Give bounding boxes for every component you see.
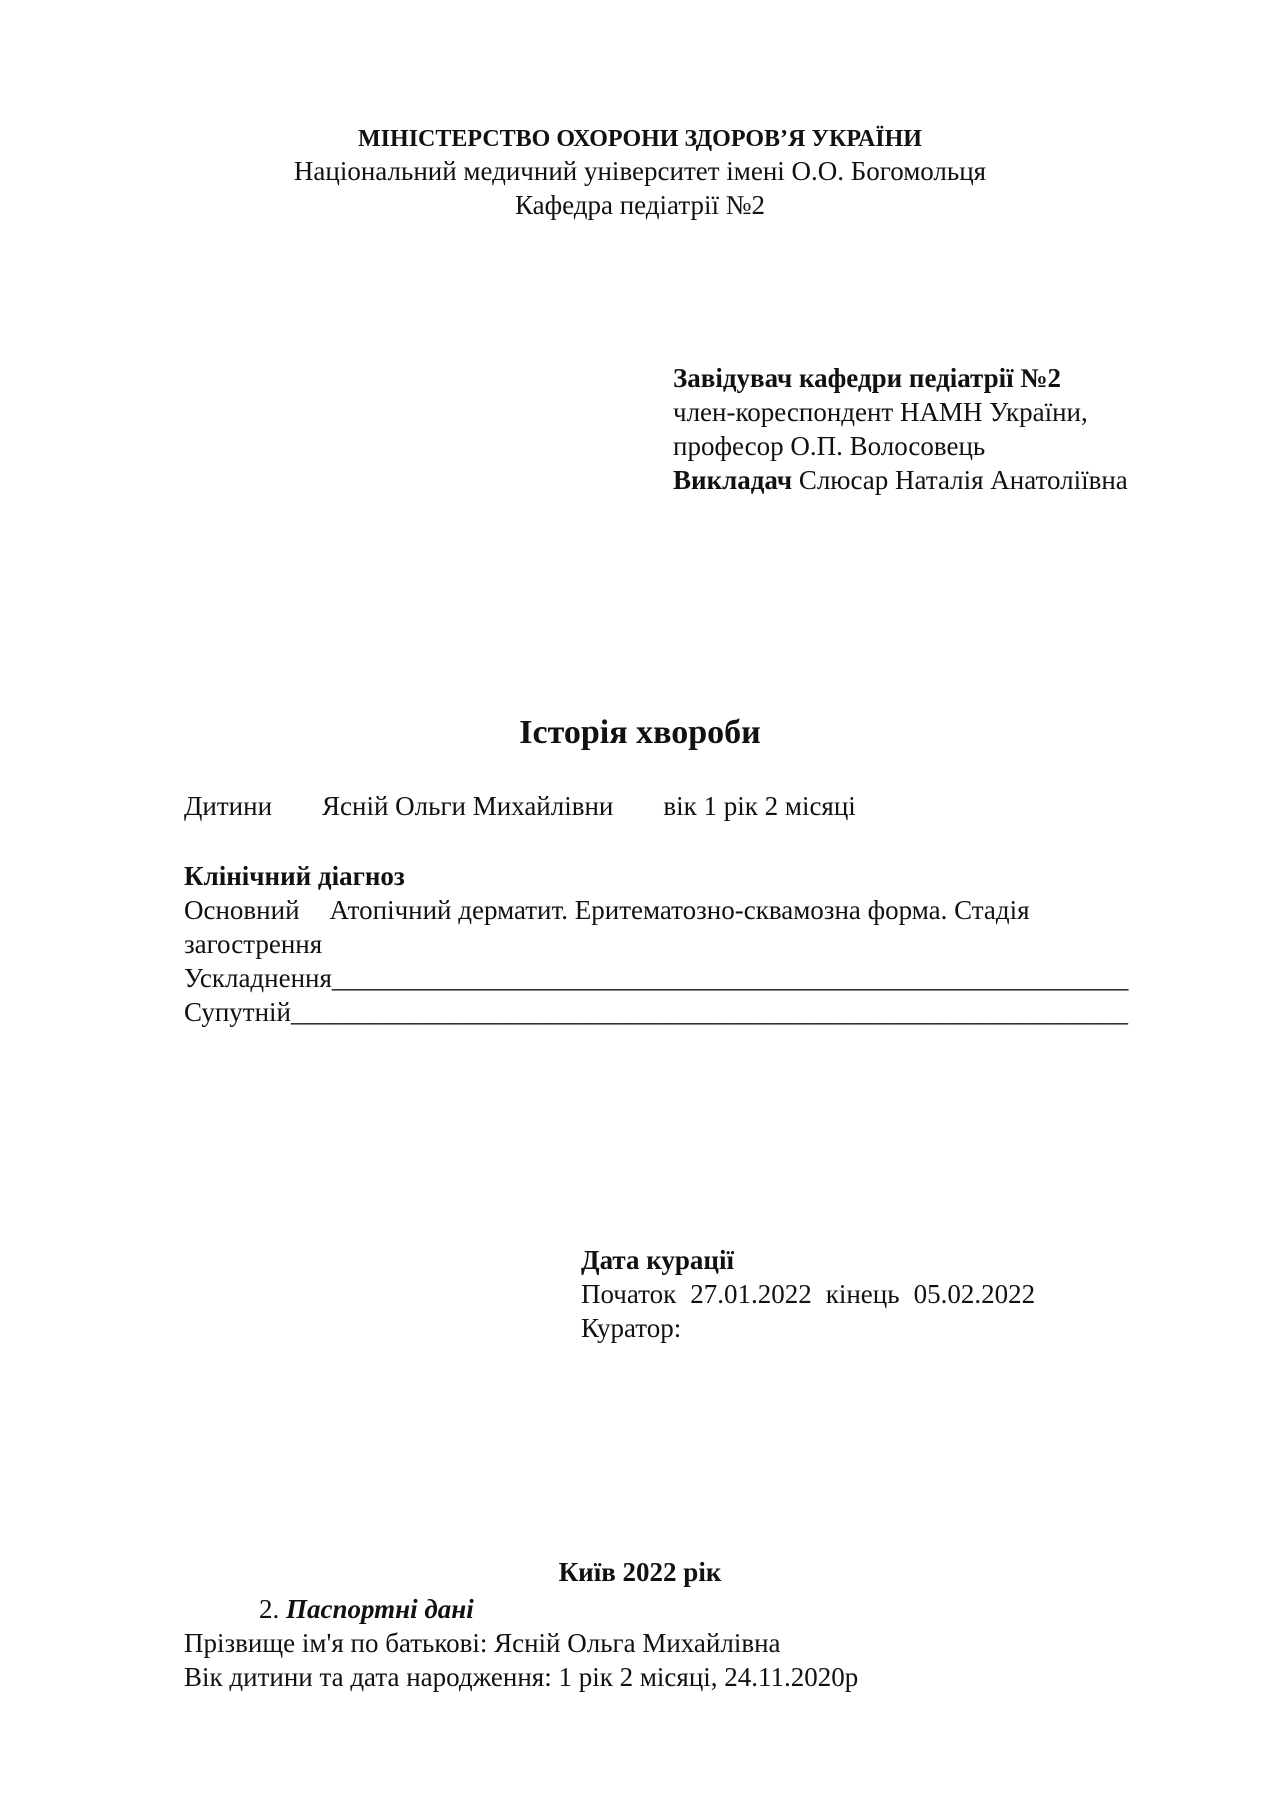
patient-age: вік 1 рік 2 місяці (663, 791, 856, 821)
patient-label: Дитини (184, 791, 273, 821)
ministry-heading: МІНІСТЕРСТВО ОХОРОНИ ЗДОРОВ’Я УКРАЇНИ (358, 126, 922, 152)
passport-title: Паспортні дані (286, 1594, 474, 1624)
teacher-line (673, 463, 1128, 497)
concomitant-line: Супутній______________________________________________________________ (184, 997, 1128, 1027)
patient-name: Ясній Ольги Михайлівни (322, 791, 614, 821)
main-diagnosis-text: Атопічний дерматит. Еритематозно-сквамозна форма. Стадія (329, 895, 1030, 925)
main-diagnosis-label: Основний (184, 895, 300, 925)
university-name: Національний медичний університет імені О.О. Богомольця (293, 156, 987, 186)
city-year: Київ 2022 рік (558, 1557, 722, 1587)
passport-number: 2. (259, 1594, 280, 1624)
complications-line: Ускладнення___________________________________________________________ (184, 963, 1129, 993)
clinical-diagnosis (184, 859, 1128, 1029)
main-diagnosis-continuation: загострення (184, 929, 323, 959)
start-label: Початок (581, 1279, 677, 1309)
diagnosis-heading: Клінічний діагноз (184, 861, 405, 891)
start-date: 27.01.2022 (690, 1279, 812, 1309)
main-diagnosis (184, 893, 1128, 927)
passport-age: Вік дитини та дата народження: 1 рік 2 місяці, 24.11.2020р (184, 1662, 859, 1692)
curation-dates (581, 1277, 1035, 1311)
head-of-department-title: Завідувач кафедри педіатрії №2 (673, 363, 1062, 393)
passport-fullname: Прізвище ім'я по батькові: Ясній Ольга Михайлівна (184, 1628, 781, 1658)
head-of-department-rank: член-кореспондент НАМН України, (673, 397, 1088, 427)
teacher-label: Викладач (673, 465, 793, 495)
approval-block (673, 361, 1128, 497)
head-of-department-name: професор О.П. Волосовець (673, 431, 986, 461)
document-title: Історія хвороби (519, 714, 761, 751)
department-name: Кафедра педіатрії №2 (515, 190, 765, 220)
curation-block (581, 1243, 1035, 1345)
patient-line (184, 789, 856, 823)
end-date: 05.02.2022 (913, 1279, 1036, 1309)
passport-heading (259, 1592, 474, 1626)
end-label: кінець (825, 1279, 900, 1309)
teacher-name: Слюсар Наталія Анатоліївна (798, 465, 1128, 495)
curation-heading: Дата курації (581, 1245, 734, 1275)
curator-label: Куратор: (581, 1313, 682, 1343)
